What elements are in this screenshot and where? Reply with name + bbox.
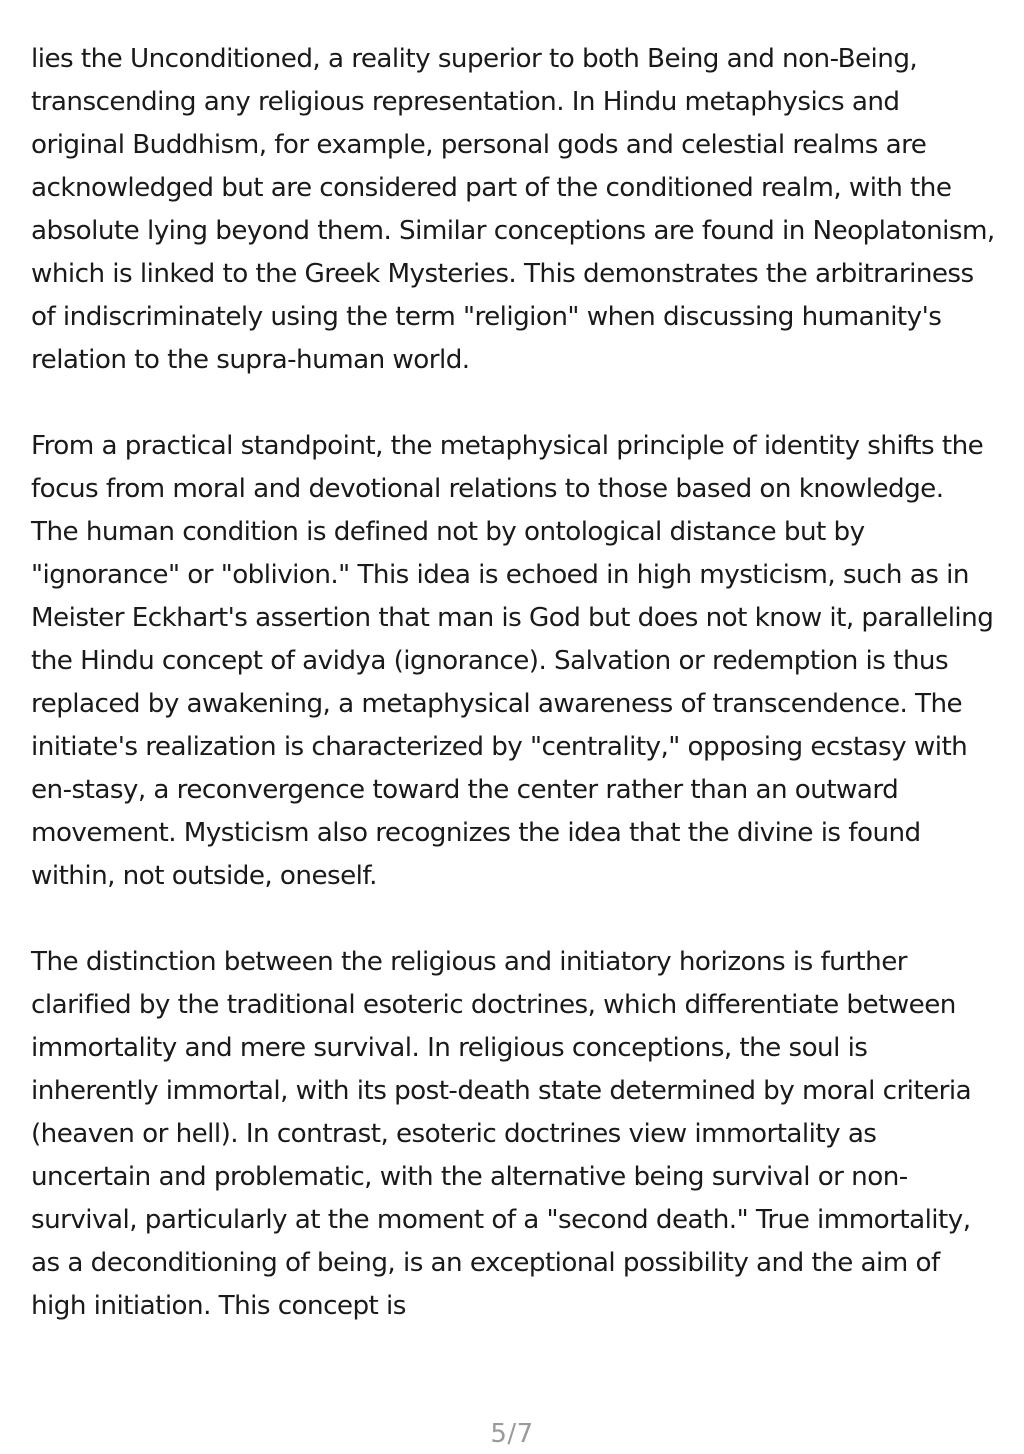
paragraph-1: lies the Unconditioned, a reality superior to both Being and non-Being, transcending any religious representation. In Hindu metaphysics and original Buddhism, for example, personal gods and celestial realms are acknowledged but are considered part of the conditioned realm, with the absolute lying beyond them. Similar conceptions are found in Neoplatonism, which is linked to the Greek Mysteries. This demonstrates the arbitrariness of indiscriminately using the term "religion" when discussing humanity's relation to the supra-human world. <box>31 44 995 375</box>
page-number-indicator: 5/7 <box>490 1419 534 1449</box>
paragraph-2: From a practical standpoint, the metaphysical principle of identity shifts the focus from moral and devotional relations to those based on knowledge. The human condition is defined not by ontological distance but by "ignorance" or "oblivion." This idea is echoed in high mysticism, such as in Meister Eckhart's assertion that man is God but does not know it, paralleling the Hindu concept of avidya (ignorance). Salvation or redemption is thus replaced by awakening, a metaphysical awareness of transcendence. The initiate's realization is characterized by "centrality," opposing ecstasy with en-stasy, a reconvergence toward the center rather than an outward movement. Mysticism also recognizes the idea that the divine is found within, not outside, oneself. <box>31 431 994 891</box>
document-page <box>31 38 997 1328</box>
paragraph-3: The distinction between the religious and initiatory horizons is further clarified by the traditional esoteric doctrines, which differentiate between immortality and mere survival. In religious conceptions, the soul is inherently immortal, with its post-death state determined by moral criteria (heaven or hell). In contrast, esoteric doctrines view immortality as uncertain and problematic, with the alternative being survival or non-survival, particularly at the moment of a "second death." True immortality, as a deconditioning of being, is an exceptional possibility and the aim of high initiation. This concept is <box>31 947 972 1321</box>
